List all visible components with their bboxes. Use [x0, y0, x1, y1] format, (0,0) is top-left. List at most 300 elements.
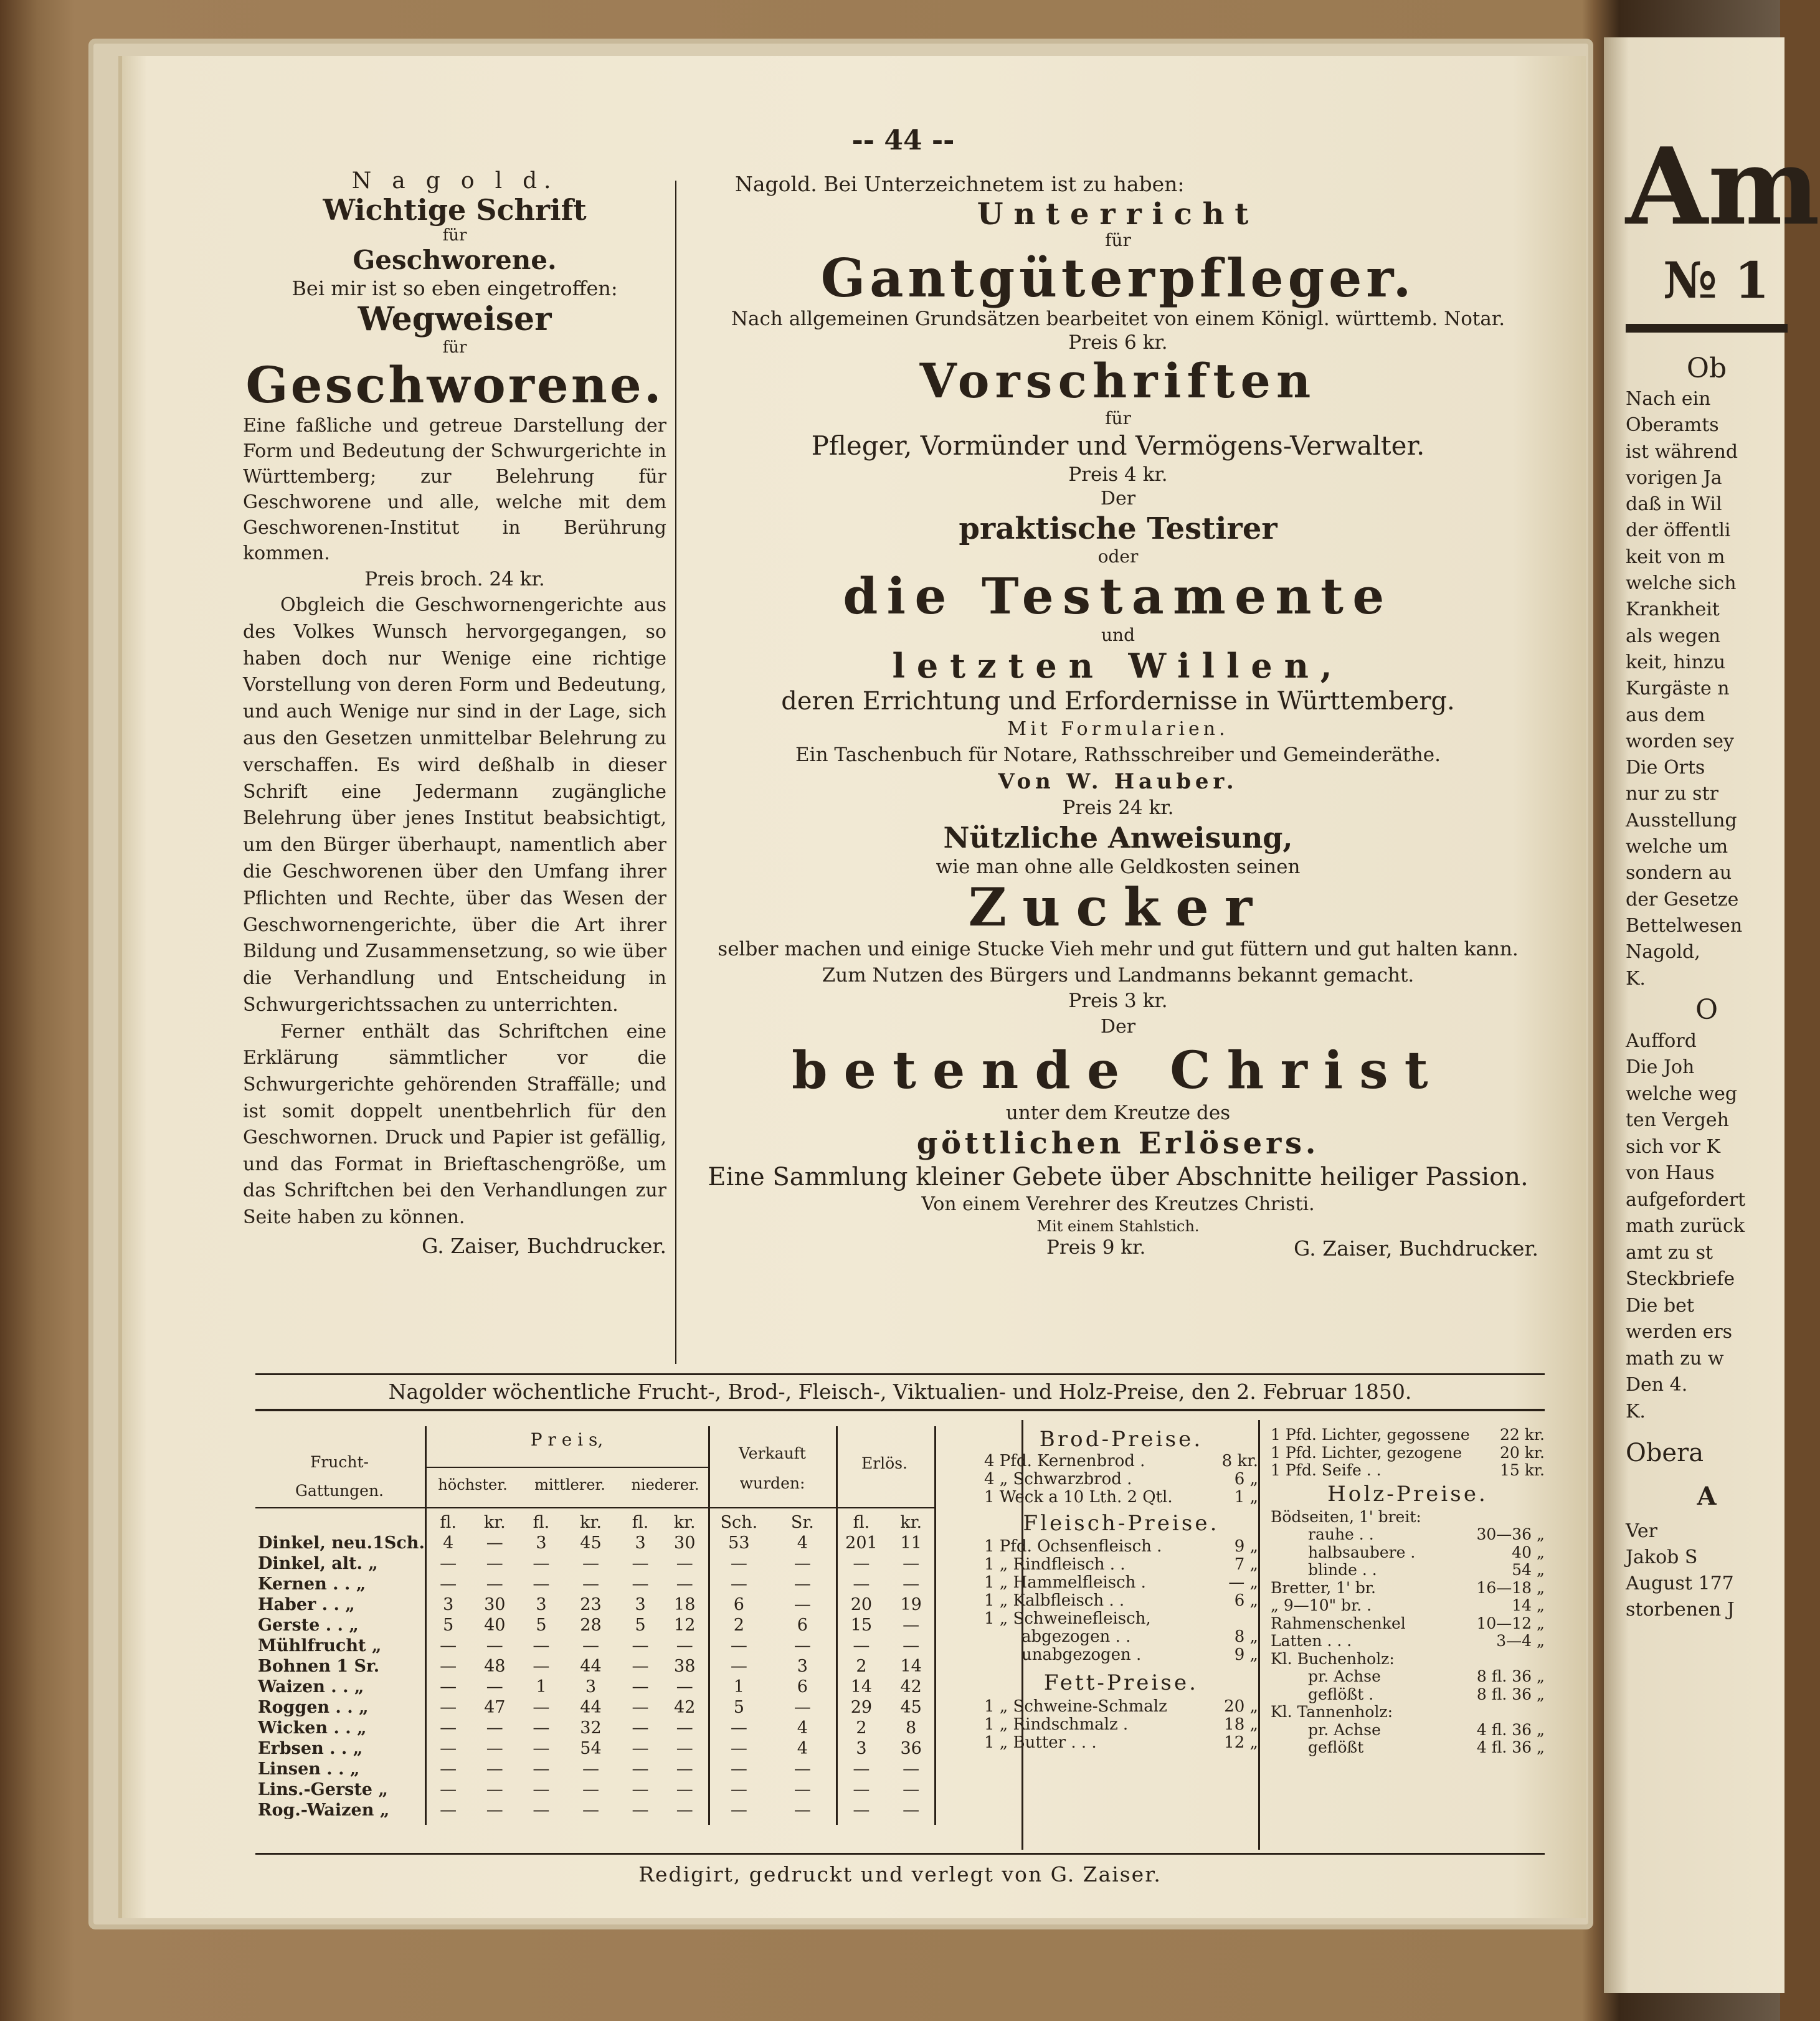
- facing-line: Kurgäste n: [1626, 678, 1730, 700]
- price-cell: —: [486, 1554, 503, 1573]
- right-der1: Der: [1100, 488, 1136, 509]
- left-headline1: Wichtige Schrift: [323, 193, 587, 227]
- table-row: [255, 1718, 934, 1738]
- price-cell: 20: [850, 1595, 873, 1614]
- price-cell: —: [676, 1759, 693, 1779]
- facing-line: Ausstellung: [1626, 809, 1737, 831]
- facing-text3: [1626, 1518, 1788, 1623]
- price-item: 1 Pfd. Lichter, gegossene: [1271, 1426, 1470, 1444]
- right-intro: Nagold. Bei Unterzeichnetem ist zu haben:: [735, 172, 1185, 196]
- price-item: pr. Achse: [1308, 1720, 1381, 1739]
- right-signature: G. Zaiser, Buchdrucker.: [1294, 1236, 1538, 1261]
- unit-cell: fl.: [533, 1513, 550, 1532]
- grain-name: Roggen . . „: [258, 1698, 369, 1717]
- right-h8-price: Preis 3 kr.: [1068, 990, 1168, 1012]
- facing-line: Aufford: [1626, 1029, 1697, 1052]
- price-item: geflößt: [1308, 1738, 1364, 1756]
- units-row: [255, 1512, 934, 1533]
- price-cell: —: [486, 1759, 503, 1779]
- price-cell: —: [582, 1574, 599, 1594]
- price-cell: —: [632, 1780, 649, 1799]
- hdr-hoechster: höchster.: [438, 1476, 508, 1493]
- price-cell: 14: [850, 1677, 873, 1697]
- price-line: [1271, 1650, 1545, 1668]
- price-cell: —: [632, 1657, 649, 1676]
- right-h8-sub2: Zum Nutzen des Bürgers und Landmanns bekannt gemacht.: [822, 964, 1415, 987]
- price-item: 1 „ Hammelfleisch .: [984, 1573, 1146, 1592]
- unit-cell: kr.: [580, 1513, 602, 1532]
- price-value: 8 fl. 36 „: [1476, 1685, 1545, 1703]
- price-item: 1 „ Schweine-Schmalz: [984, 1697, 1167, 1716]
- right-h7: Nützliche Anweisung,: [943, 821, 1293, 854]
- price-cell: 53: [728, 1533, 750, 1553]
- price-cell: 3: [856, 1739, 867, 1758]
- price-cell: —: [533, 1698, 550, 1717]
- price-item: Kl. Tannenholz:: [1271, 1703, 1393, 1721]
- unit-cell: Sch.: [720, 1513, 758, 1532]
- facing-line: K.: [1626, 1400, 1646, 1422]
- hdr-gattungen: Gattungen.: [295, 1482, 384, 1500]
- price-cell: —: [853, 1554, 870, 1573]
- left-title1: Wegweiser: [358, 300, 552, 338]
- price-item: unabgezogen .: [1021, 1645, 1142, 1664]
- price-value: 15 kr.: [1499, 1461, 1545, 1479]
- facing-line: Krankheit: [1626, 599, 1720, 621]
- grain-name: Dinkel, neu.1Sch.: [258, 1533, 425, 1553]
- right-taschenbuch: Ein Taschenbuch für Notare, Rathsschreiber und Gemeinderäthe.: [795, 744, 1441, 766]
- price-cell: —: [676, 1554, 693, 1573]
- facing-line: math zurück: [1626, 1215, 1745, 1238]
- price-line: [1271, 1579, 1545, 1597]
- price-cell: —: [632, 1574, 649, 1594]
- grid-v4: [934, 1426, 936, 1825]
- facing-number: № 1: [1663, 251, 1770, 310]
- price-line: [984, 1610, 1258, 1628]
- right-column: [685, 171, 1551, 1264]
- price-cell: 4: [797, 1533, 808, 1553]
- facing-line: aufgefordert: [1626, 1188, 1746, 1211]
- right-author: Von W. Hauber.: [998, 769, 1238, 794]
- facing-masthead: Am: [1626, 125, 1820, 249]
- price-value: 9 „: [1234, 1645, 1258, 1664]
- right-h10-price: Preis 9 kr.: [1046, 1236, 1146, 1259]
- table-row: [255, 1594, 934, 1615]
- price-cell: —: [903, 1616, 920, 1635]
- left-description: Eine faßliche und getreue Darstellung der Form und Bedeutung der Schwurgerichte in Württemberg; zur Belehrung für Geschworene und alle, welche mit dem Geschworenen-Institut in Berührung kommen.: [243, 415, 666, 564]
- facing-head4: A: [1697, 1482, 1717, 1512]
- table-row: [255, 1656, 934, 1677]
- price-value: 14 „: [1512, 1596, 1545, 1614]
- price-cell: —: [533, 1801, 550, 1820]
- table-row: [255, 1677, 934, 1697]
- facing-line: Den 4.: [1626, 1374, 1688, 1396]
- price-cell: 3: [536, 1533, 547, 1553]
- right-h2-price: Preis 6 kr.: [1068, 331, 1168, 354]
- fett-title: Fett-Preise.: [1043, 1670, 1199, 1695]
- price-cell: 23: [580, 1595, 602, 1614]
- price-line: [984, 1538, 1258, 1556]
- right-stahlstich: Mit einem Stahlstich.: [1036, 1218, 1200, 1235]
- price-cell: 45: [580, 1533, 602, 1553]
- price-item: rauhe . .: [1308, 1525, 1374, 1543]
- price-item: 4 „ Schwarzbrod .: [984, 1470, 1132, 1489]
- price-item: 1 „ Rindfleisch . .: [984, 1555, 1126, 1574]
- price-cell: 30: [674, 1533, 696, 1553]
- price-cell: —: [730, 1739, 747, 1758]
- price-line: [984, 1716, 1258, 1734]
- hdr-wurden: wurden:: [739, 1474, 805, 1492]
- price-cell: —: [794, 1759, 811, 1779]
- left-intro: Bei mir ist so eben eingetroffen:: [291, 277, 618, 300]
- price-cell: —: [730, 1657, 747, 1676]
- price-cell: —: [632, 1801, 649, 1820]
- right-h7-sub: wie man ohne alle Geldkosten seinen: [936, 856, 1301, 878]
- price-item: Kl. Buchenholz:: [1271, 1649, 1395, 1668]
- price-cell: —: [903, 1636, 920, 1655]
- right-der2: Der: [1100, 1016, 1136, 1038]
- facing-line: Die bet: [1626, 1294, 1694, 1317]
- facing-line: von Haus: [1626, 1162, 1715, 1185]
- brod-title: Brod-Preise.: [1039, 1427, 1203, 1452]
- price-cell: 3: [536, 1595, 547, 1614]
- price-line: [1271, 1526, 1545, 1544]
- price-cell: 6: [797, 1616, 808, 1635]
- right-h3: Vorschriften: [919, 353, 1317, 409]
- facing-line: als wegen: [1626, 625, 1721, 647]
- price-cell: —: [533, 1657, 550, 1676]
- hdr-preis: P r e i s,: [530, 1429, 604, 1450]
- table-row: [255, 1738, 934, 1759]
- price-cell: 19: [900, 1595, 922, 1614]
- facing-line: welche sich: [1626, 572, 1737, 595]
- right-h9: betende Christ: [792, 1041, 1444, 1100]
- price-cell: 2: [856, 1718, 867, 1738]
- facing-line: Ver: [1626, 1520, 1658, 1543]
- facing-line: Oberamts: [1626, 414, 1719, 437]
- price-value: 20 kr.: [1499, 1443, 1545, 1462]
- price-value: 54 „: [1512, 1561, 1545, 1579]
- price-cell: —: [440, 1657, 457, 1676]
- price-value: 12 „: [1224, 1733, 1258, 1752]
- price-line: [1271, 1444, 1545, 1462]
- price-cell: 3: [797, 1657, 808, 1676]
- price-cell: —: [486, 1533, 503, 1553]
- grain-name: Waizen . . „: [258, 1677, 364, 1697]
- price-cell: —: [853, 1574, 870, 1594]
- right-h3-sub: Pfleger, Vormünder und Vermögens-Verwalter.: [811, 430, 1425, 461]
- price-line: [1271, 1508, 1545, 1526]
- price-item: „ 9—10" br. .: [1271, 1596, 1372, 1614]
- price-cell: —: [903, 1759, 920, 1779]
- fleisch-list: [984, 1538, 1258, 1664]
- price-cell: —: [632, 1677, 649, 1697]
- price-cell: 29: [850, 1698, 873, 1717]
- price-cell: 6: [733, 1595, 744, 1614]
- facing-rule: [1626, 324, 1788, 333]
- left-headline2: Geschworene.: [353, 245, 557, 275]
- left-paragraph2: Ferner enthält das Schriftchen eine Erklärung sämmtlicher vor die Schwurgerichte gehörenden Straffälle; und ist somit doppelt unentbehrlich für den Geschwornen. Druck und Papier ist gefällig, und das Format in Brieftaschengröße, um das Schriftchen bei den Verhandlungen zur Seite haben zu können.: [243, 1020, 666, 1228]
- facing-line: Nach ein: [1626, 388, 1711, 410]
- price-cell: —: [632, 1636, 649, 1655]
- price-value: 1 „: [1234, 1488, 1258, 1507]
- right-h6-sub: deren Errichtung und Erfordernisse in Württemberg.: [781, 687, 1455, 716]
- price-cell: 45: [900, 1698, 922, 1717]
- price-item: 1 Pfd. Seife . .: [1271, 1461, 1382, 1479]
- price-item: 1 Weck a 10 Lth. 2 Qtl.: [984, 1488, 1173, 1507]
- facing-line: Steckbriefe: [1626, 1268, 1735, 1290]
- right-formulare: Mit Formularien.: [1007, 718, 1229, 740]
- price-cell: —: [853, 1759, 870, 1779]
- facing-line: ist während: [1626, 440, 1738, 463]
- price-value: 22 kr.: [1499, 1426, 1545, 1444]
- price-line: [984, 1646, 1258, 1664]
- holz-list: [1271, 1508, 1545, 1757]
- price-cell: —: [582, 1801, 599, 1820]
- price-cell: 2: [733, 1616, 744, 1635]
- price-cell: —: [440, 1677, 457, 1697]
- price-cell: —: [676, 1801, 693, 1820]
- price-line: [1271, 1703, 1545, 1721]
- facing-line: welche um: [1626, 836, 1728, 858]
- grid-h-preis: [425, 1467, 708, 1468]
- facing-line: Die Orts: [1626, 757, 1705, 779]
- price-item: 4 Pfd. Kernenbrod .: [984, 1452, 1145, 1470]
- grain-name: Haber . . „: [258, 1595, 355, 1614]
- price-cell: —: [794, 1574, 811, 1594]
- unit-cell: fl.: [853, 1513, 870, 1532]
- price-cell: 1: [536, 1677, 547, 1697]
- right-h8-sub1: selber machen und einige Stucke Vieh mehr und gut füttern und gut halten kann.: [718, 938, 1519, 960]
- price-cell: 1: [733, 1677, 744, 1697]
- price-value: 4 fl. 36 „: [1476, 1720, 1545, 1739]
- price-cell: —: [486, 1801, 503, 1820]
- price-cell: —: [632, 1554, 649, 1573]
- price-cell: —: [440, 1554, 457, 1573]
- price-line: [1271, 1632, 1545, 1650]
- price-cell: 54: [580, 1739, 602, 1758]
- grain-name: Linsen . . „: [258, 1759, 360, 1779]
- facing-line: der öffentli: [1626, 519, 1731, 542]
- table-row: [255, 1800, 934, 1820]
- price-cell: 48: [484, 1657, 506, 1676]
- price-cell: 38: [674, 1657, 696, 1676]
- price-cell: —: [794, 1780, 811, 1799]
- market-bottom-rule: [255, 1853, 1545, 1855]
- price-cell: —: [440, 1780, 457, 1799]
- price-cell: —: [794, 1595, 811, 1614]
- price-cell: 5: [733, 1698, 744, 1717]
- price-cell: —: [794, 1698, 811, 1717]
- right-h2: Gantgüterpfleger.: [820, 247, 1416, 309]
- price-cell: —: [486, 1574, 503, 1594]
- price-cell: —: [632, 1718, 649, 1738]
- price-cell: 14: [900, 1657, 922, 1676]
- price-cell: —: [676, 1739, 693, 1758]
- grid-h-header: [255, 1507, 934, 1508]
- table-row: [255, 1553, 934, 1574]
- brod-list: [984, 1452, 1258, 1507]
- right-oder: oder: [1097, 546, 1139, 567]
- right-h2-sub: Nach allgemeinen Grundsätzen bearbeitet von einem Königl. württemb. Notar.: [731, 308, 1505, 330]
- price-item: Bretter, 1' br.: [1271, 1578, 1376, 1597]
- price-cell: —: [440, 1759, 457, 1779]
- holz-title: Holz-Preise.: [1327, 1481, 1488, 1507]
- misc-list: [1271, 1426, 1545, 1480]
- unit-cell: fl.: [440, 1513, 457, 1532]
- price-cell: —: [903, 1780, 920, 1799]
- price-cell: —: [730, 1780, 747, 1799]
- price-cell: 44: [580, 1657, 602, 1676]
- price-line: [1271, 1721, 1545, 1739]
- price-item: Latten . . .: [1271, 1632, 1352, 1650]
- facing-line: Jakob S: [1626, 1546, 1698, 1569]
- table-row: [255, 1635, 934, 1656]
- grain-name: Mühlfrucht „: [258, 1636, 382, 1655]
- facing-line: worden sey: [1626, 730, 1734, 752]
- facing-line: vorigen Ja: [1626, 466, 1722, 489]
- market-top-rule: [255, 1373, 1545, 1375]
- price-line: [1271, 1668, 1545, 1686]
- price-item: halbsaubere .: [1308, 1543, 1416, 1561]
- facing-head2: O: [1695, 993, 1718, 1026]
- price-cell: —: [730, 1574, 747, 1594]
- grain-name: Gerste . . „: [258, 1616, 359, 1635]
- price-item: 1 Pfd. Ochsenfleisch .: [984, 1537, 1162, 1556]
- facing-line: amt zu st: [1626, 1241, 1713, 1264]
- price-cell: —: [533, 1739, 550, 1758]
- price-cell: —: [582, 1780, 599, 1799]
- price-cell: —: [533, 1636, 550, 1655]
- price-value: 6 „: [1234, 1470, 1258, 1489]
- price-cell: —: [730, 1759, 747, 1779]
- facing-line: K.: [1626, 967, 1646, 990]
- facing-line: welche weg: [1626, 1082, 1738, 1105]
- facing-head3: Obera: [1626, 1439, 1704, 1468]
- facing-line: storbenen J: [1626, 1599, 1735, 1621]
- price-cell: —: [903, 1554, 920, 1573]
- right-h10-sub: Eine Sammlung kleiner Gebete über Abschnitte heiliger Passion.: [708, 1163, 1529, 1191]
- price-cell: 3: [585, 1677, 597, 1697]
- price-cell: —: [853, 1780, 870, 1799]
- price-value: 3—4 „: [1496, 1632, 1545, 1650]
- price-cell: 3: [635, 1595, 646, 1614]
- price-cell: —: [853, 1636, 870, 1655]
- price-cell: —: [582, 1554, 599, 1573]
- price-cell: —: [533, 1718, 550, 1738]
- price-cell: —: [853, 1801, 870, 1820]
- price-line: [1271, 1739, 1545, 1757]
- unit-cell: fl.: [632, 1513, 649, 1532]
- price-cell: 42: [900, 1677, 922, 1697]
- unit-cell: kr.: [673, 1513, 696, 1532]
- price-cell: 4: [797, 1718, 808, 1738]
- price-line: [984, 1470, 1258, 1489]
- table-row: [255, 1697, 934, 1718]
- unit-cell: Sr.: [790, 1513, 814, 1532]
- price-line: [1271, 1426, 1545, 1444]
- facing-line: der Gesetze: [1626, 888, 1739, 911]
- price-line: [984, 1489, 1258, 1507]
- grain-name: Wicken . . „: [258, 1718, 367, 1738]
- right-h3-price: Preis 4 kr.: [1068, 463, 1168, 486]
- price-item: 1 „ Rindschmalz .: [984, 1715, 1129, 1734]
- right-und: und: [1101, 625, 1135, 645]
- market-title-rule: [255, 1409, 1545, 1411]
- hdr-verkauft-block: [710, 1439, 835, 1498]
- right-h9-sub: unter dem Kreutze des: [1005, 1102, 1231, 1124]
- price-cell: —: [440, 1698, 457, 1717]
- price-item: 1 Pfd. Lichter, gezogene: [1271, 1443, 1462, 1462]
- price-cell: —: [440, 1739, 457, 1758]
- grain-name: Lins.-Gerste „: [258, 1780, 388, 1799]
- price-cell: 8: [906, 1718, 917, 1738]
- left-fuer1: für: [442, 226, 467, 245]
- price-cell: —: [533, 1554, 550, 1573]
- price-cell: 3: [443, 1595, 454, 1614]
- grid-v6: [1258, 1420, 1260, 1850]
- price-item: geflößt .: [1308, 1685, 1374, 1703]
- facing-line: August 177: [1626, 1573, 1734, 1595]
- column-divider: [675, 181, 676, 1364]
- right-h3-fuer: für: [1105, 408, 1131, 428]
- price-value: 40 „: [1512, 1543, 1545, 1561]
- price-cell: —: [440, 1636, 457, 1655]
- hdr-verkauft: Verkauft: [739, 1444, 806, 1462]
- price-cell: 28: [580, 1616, 602, 1635]
- facing-text1: [1626, 386, 1788, 992]
- price-cell: —: [676, 1574, 693, 1594]
- price-cell: —: [486, 1636, 503, 1655]
- price-cell: —: [903, 1574, 920, 1594]
- left-title2: Geschworene.: [245, 356, 664, 414]
- right-h10: göttlichen Erlösers.: [916, 1126, 1320, 1161]
- price-cell: 5: [443, 1616, 454, 1635]
- grain-name: Bohnen 1 Sr.: [258, 1657, 380, 1676]
- price-line: [1271, 1462, 1545, 1480]
- hdr-erloes: Erlös.: [861, 1454, 908, 1472]
- price-line: [1271, 1544, 1545, 1562]
- price-cell: 36: [900, 1739, 922, 1758]
- right-h1-fuer: für: [1105, 230, 1131, 250]
- price-line: [1271, 1686, 1545, 1704]
- price-cell: —: [533, 1574, 550, 1594]
- price-cell: 44: [580, 1698, 602, 1717]
- right-h6-price: Preis 24 kr.: [1062, 797, 1174, 819]
- market-title: Nagolder wöchentliche Frucht-, Brod-, Fleisch-, Viktualien- und Holz-Preise, den 2. Februar 1850.: [388, 1380, 1412, 1404]
- price-cell: —: [440, 1718, 457, 1738]
- price-item: blinde . .: [1308, 1561, 1377, 1579]
- left-column: [243, 168, 666, 1261]
- fleisch-title: Fleisch-Preise.: [1023, 1511, 1220, 1536]
- price-item: 1 „ Kalbfleisch . .: [984, 1591, 1125, 1610]
- page-number: -- 44 --: [851, 125, 955, 156]
- right-h6: letzten Willen,: [892, 646, 1344, 686]
- price-cell: —: [486, 1677, 503, 1697]
- right-h1: Unterricht: [977, 197, 1259, 232]
- facing-line: Nagold,: [1626, 941, 1700, 963]
- price-item: 1 „ Schweinefleisch,: [984, 1609, 1151, 1628]
- price-line: [1271, 1561, 1545, 1579]
- price-cell: —: [632, 1759, 649, 1779]
- price-value: 6 „: [1234, 1591, 1258, 1610]
- facing-line: aus dem: [1626, 704, 1705, 726]
- price-cell: —: [730, 1801, 747, 1820]
- unit-cell: kr.: [483, 1513, 506, 1532]
- facing-line: keit von m: [1626, 546, 1725, 568]
- price-cell: —: [582, 1759, 599, 1779]
- left-place: N a g o l d.: [351, 168, 558, 194]
- price-cell: 30: [484, 1595, 506, 1614]
